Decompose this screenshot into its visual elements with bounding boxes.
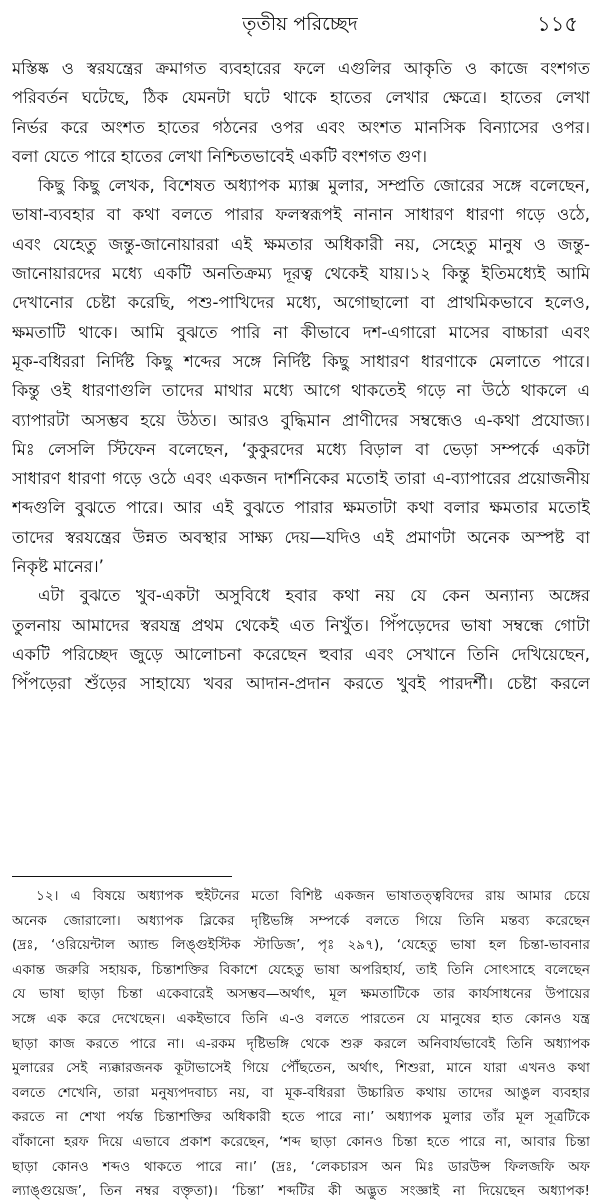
text-line: জানোয়ারদের মধ্যে একটি অনতিক্রম্য দূরত্ব থেকেই যায়।১২ কিন্তু ইতিমধ্যেই আমি [12, 264, 590, 284]
page-header [0, 2, 600, 46]
text-line: নিকৃষ্ট মানের।’ [12, 557, 104, 577]
text-line: সাধারণ ধারণা গড়ে ওঠে এবং একজন দার্শনিকের মতোই তারা এ-ব্যাপারের প্রয়োজনীয় [12, 469, 590, 489]
text-line: কিছু কিছু লেখক, বিশেষত অধ্যাপক ম্যাক্স মুলার, সম্প্রতি জোরের সঙ্গে বলেছেন, [38, 176, 590, 196]
footnote-line: বলতে শেখেনি, তারা মনুষ্যপদবাচ্য নয়, বা মূক-বধিররা উচ্চারিত কথায় তাদের আঙুল ব্যবহার [12, 1084, 590, 1101]
text-line: এবং যেহেতু জন্তু-জানোয়াররা এই ক্ষমতার অধিকারী নয়, সেহেতু মানুষ ও জন্তু- [12, 234, 590, 254]
text-line: শব্দগুলি বুঝতে পারে। আর এই বুঝতে পারার ক্ষমতাটা কথা বলার ক্ষমতার মতোই [12, 498, 590, 518]
footnote-line: ছাড়া কাজ করতে পারে না। এ-রকম দৃষ্টিভঙ্গি থেকে শুরু করলে অনিবার্যভাবেই তিনি অধ্যাপক [12, 1035, 590, 1052]
footnote-line: যে ভাষা ছাড়া চিন্তা একেবারেই অসম্ভব—অর্থাৎ, মূল ক্ষমতাটিকে তার কার্যসাধনের উপায়ের [12, 986, 590, 1003]
text-line: নির্ভর করে অংশত হাতের গঠনের ওপর এবং অংশত মানসিক বিন্যাসের ওপর। [12, 117, 590, 137]
text-line: কিন্তু ওই ধারণাগুলি তাদের মাথার মধ্যে আগে থাকতেই গড়ে না উঠে থাকলে এ [12, 381, 590, 401]
footnote-line: ১২। এ বিষয়ে অধ্যাপক হুইটনের মতো বিশিষ্ট একজন ভাষাতত্ত্ববিদের রায় আমার চেয়ে [36, 888, 590, 904]
footnote-line: একান্ত জরুরি সহায়ক, চিন্তাশক্তির বিকাশে যেহেতু ভাষা অপরিহার্য, তাই তিনি সোৎসাহে বলেছেন [12, 961, 590, 978]
chapter-title: তৃতীয় পরিচ্ছেদ [242, 13, 358, 35]
text-line: মিঃ লেসলি স্টিফেন বলেছেন, ‘কুকুরদের মধ্যে বিড়াল বা ভেড়া সম্পর্কে একটা [12, 439, 590, 459]
text-line: বলা যেতে পারে হাতের লেখা নিশ্চিতভাবেই একটি বংশগত গুণ। [12, 146, 428, 166]
footnote-line: অনেক জোরালো। অধ্যাপক ব্লিকের দৃষ্টিভঙ্গি সম্পর্কে বলতে গিয়ে তিনি মন্তব্য করেছেন [12, 912, 590, 929]
text-line: পরিবর্তন ঘটেছে, ঠিক যেমনটা ঘটে থাকে হাতের লেখার ক্ষেত্রে। হাতের লেখা [12, 88, 590, 108]
footnote-line: ল্যাঙ্গুয়েজ’, তিন নম্বর বক্তৃতা)। ‘চিন্তা’ শব্দটির কী অদ্ভুত সংজ্ঞাই না দিয়েছেন অধ্যাপক! [12, 1183, 590, 1200]
page-number: ১১৫ [537, 12, 578, 36]
footnote-line: বাঁকানো হরফ দিয়ে এভাবে প্রকাশ করেছেন, ‘শব্দ ছাড়া কোনও চিন্তা হতে পারে না, আবার চিন্তা [12, 1133, 590, 1150]
text-line: ক্ষমতাটি থাকে। আমি বুঝতে পারি না কীভাবে দশ-এগারো মাসের বাচ্চারা এবং [12, 322, 590, 342]
footnote [12, 884, 590, 1204]
footnote-divider [12, 876, 232, 877]
text-line: ব্যাপারটা অসম্ভব হয়ে উঠত। আরও বুদ্ধিমান প্রাণীদের সম্বন্ধেও এ-কথা প্রযোজ্য। [12, 410, 590, 430]
main-text [12, 54, 590, 699]
footnote-line: সঙ্গে এক করে দেখেছেন। একইভাবে তিনি এ-ও বলতে পারতেন যে মানুষের হাত কোনও যন্ত্র [12, 1010, 590, 1027]
text-line: একটি পরিচ্ছেদ জুড়ে আলোচনা করেছেন হুবার এবং সেখানে তিনি দেখিয়েছেন, [12, 644, 590, 664]
text-line: দেখানোর চেষ্টা করেছি, পশু-পাখিদের মধ্যে, অগোছালো বা প্রাথমিকভাবে হলেও, [12, 293, 590, 313]
footnote-line: মুলারের সেই ন্যক্কারজনক কূটাভাসেই গিয়ে পৌঁছতেন, অর্থাৎ, শিশুরা, মানে যারা এখনও কথা [12, 1060, 590, 1077]
text-line: তুলনায় আমাদের স্বরযন্ত্র প্রথম থেকেই এত নিখুঁত। পিঁপড়েদের ভাষা সম্বন্ধে গোটা [12, 615, 590, 635]
text-line: এটা বুঝতে খুব-একটা অসুবিধে হবার কথা নয় যে কেন অন্যান্য অঙ্গের [38, 586, 590, 606]
text-line: তাদের স্বরযন্ত্রের উন্নত অবস্থার সাক্ষ্য দেয়—যদিও এই প্রমাণটা অনেক অস্পষ্ট বা [12, 527, 590, 547]
text-line: পিঁপড়েরা শুঁড়ের সাহায্যে খবর আদান-প্রদান করতে খুবই পারদর্শী। চেষ্টা করলে [12, 674, 590, 694]
text-line: মস্তিষ্ক ও স্বরযন্ত্রের ক্রমাগত ব্যবহারের ফলে এগুলির আকৃতি ও কাজে বংশগত [12, 59, 590, 78]
text-line: মূক-বধিররা নির্দিষ্ট কিছু শব্দের সঙ্গে নির্দিষ্ট কিছু সাধারণ ধারণাকে মেলাতে পারে। [12, 351, 590, 371]
footnote-line: (দ্রঃ, ‘ওরিয়েন্টাল অ্যান্ড লিঙ্গুইস্টিক স্টাডিজ’, পৃঃ ২৯৭), ‘যেহেতু ভাষা হল চিন্তা-ভাবনার [12, 937, 590, 954]
footnote-line: ছাড়া কোনও শব্দও থাকতে পারে না।’ (দ্রঃ, ‘লেকচারস অন মিঃ ডারউন্স ফিলজফি অফ [12, 1158, 590, 1175]
footnote-line: করতে না শেখা পর্যন্ত চিন্তাশক্তির অধিকারী হতে পারে না।’ অধ্যাপক মুলার তাঁর মূল সূত্রটিকে [12, 1109, 590, 1126]
text-line: ভাষা-ব্যবহার বা কথা বলতে পারার ফলস্বরূপই নানান সাধারণ ধারণা গড়ে ওঠে, [12, 205, 590, 225]
